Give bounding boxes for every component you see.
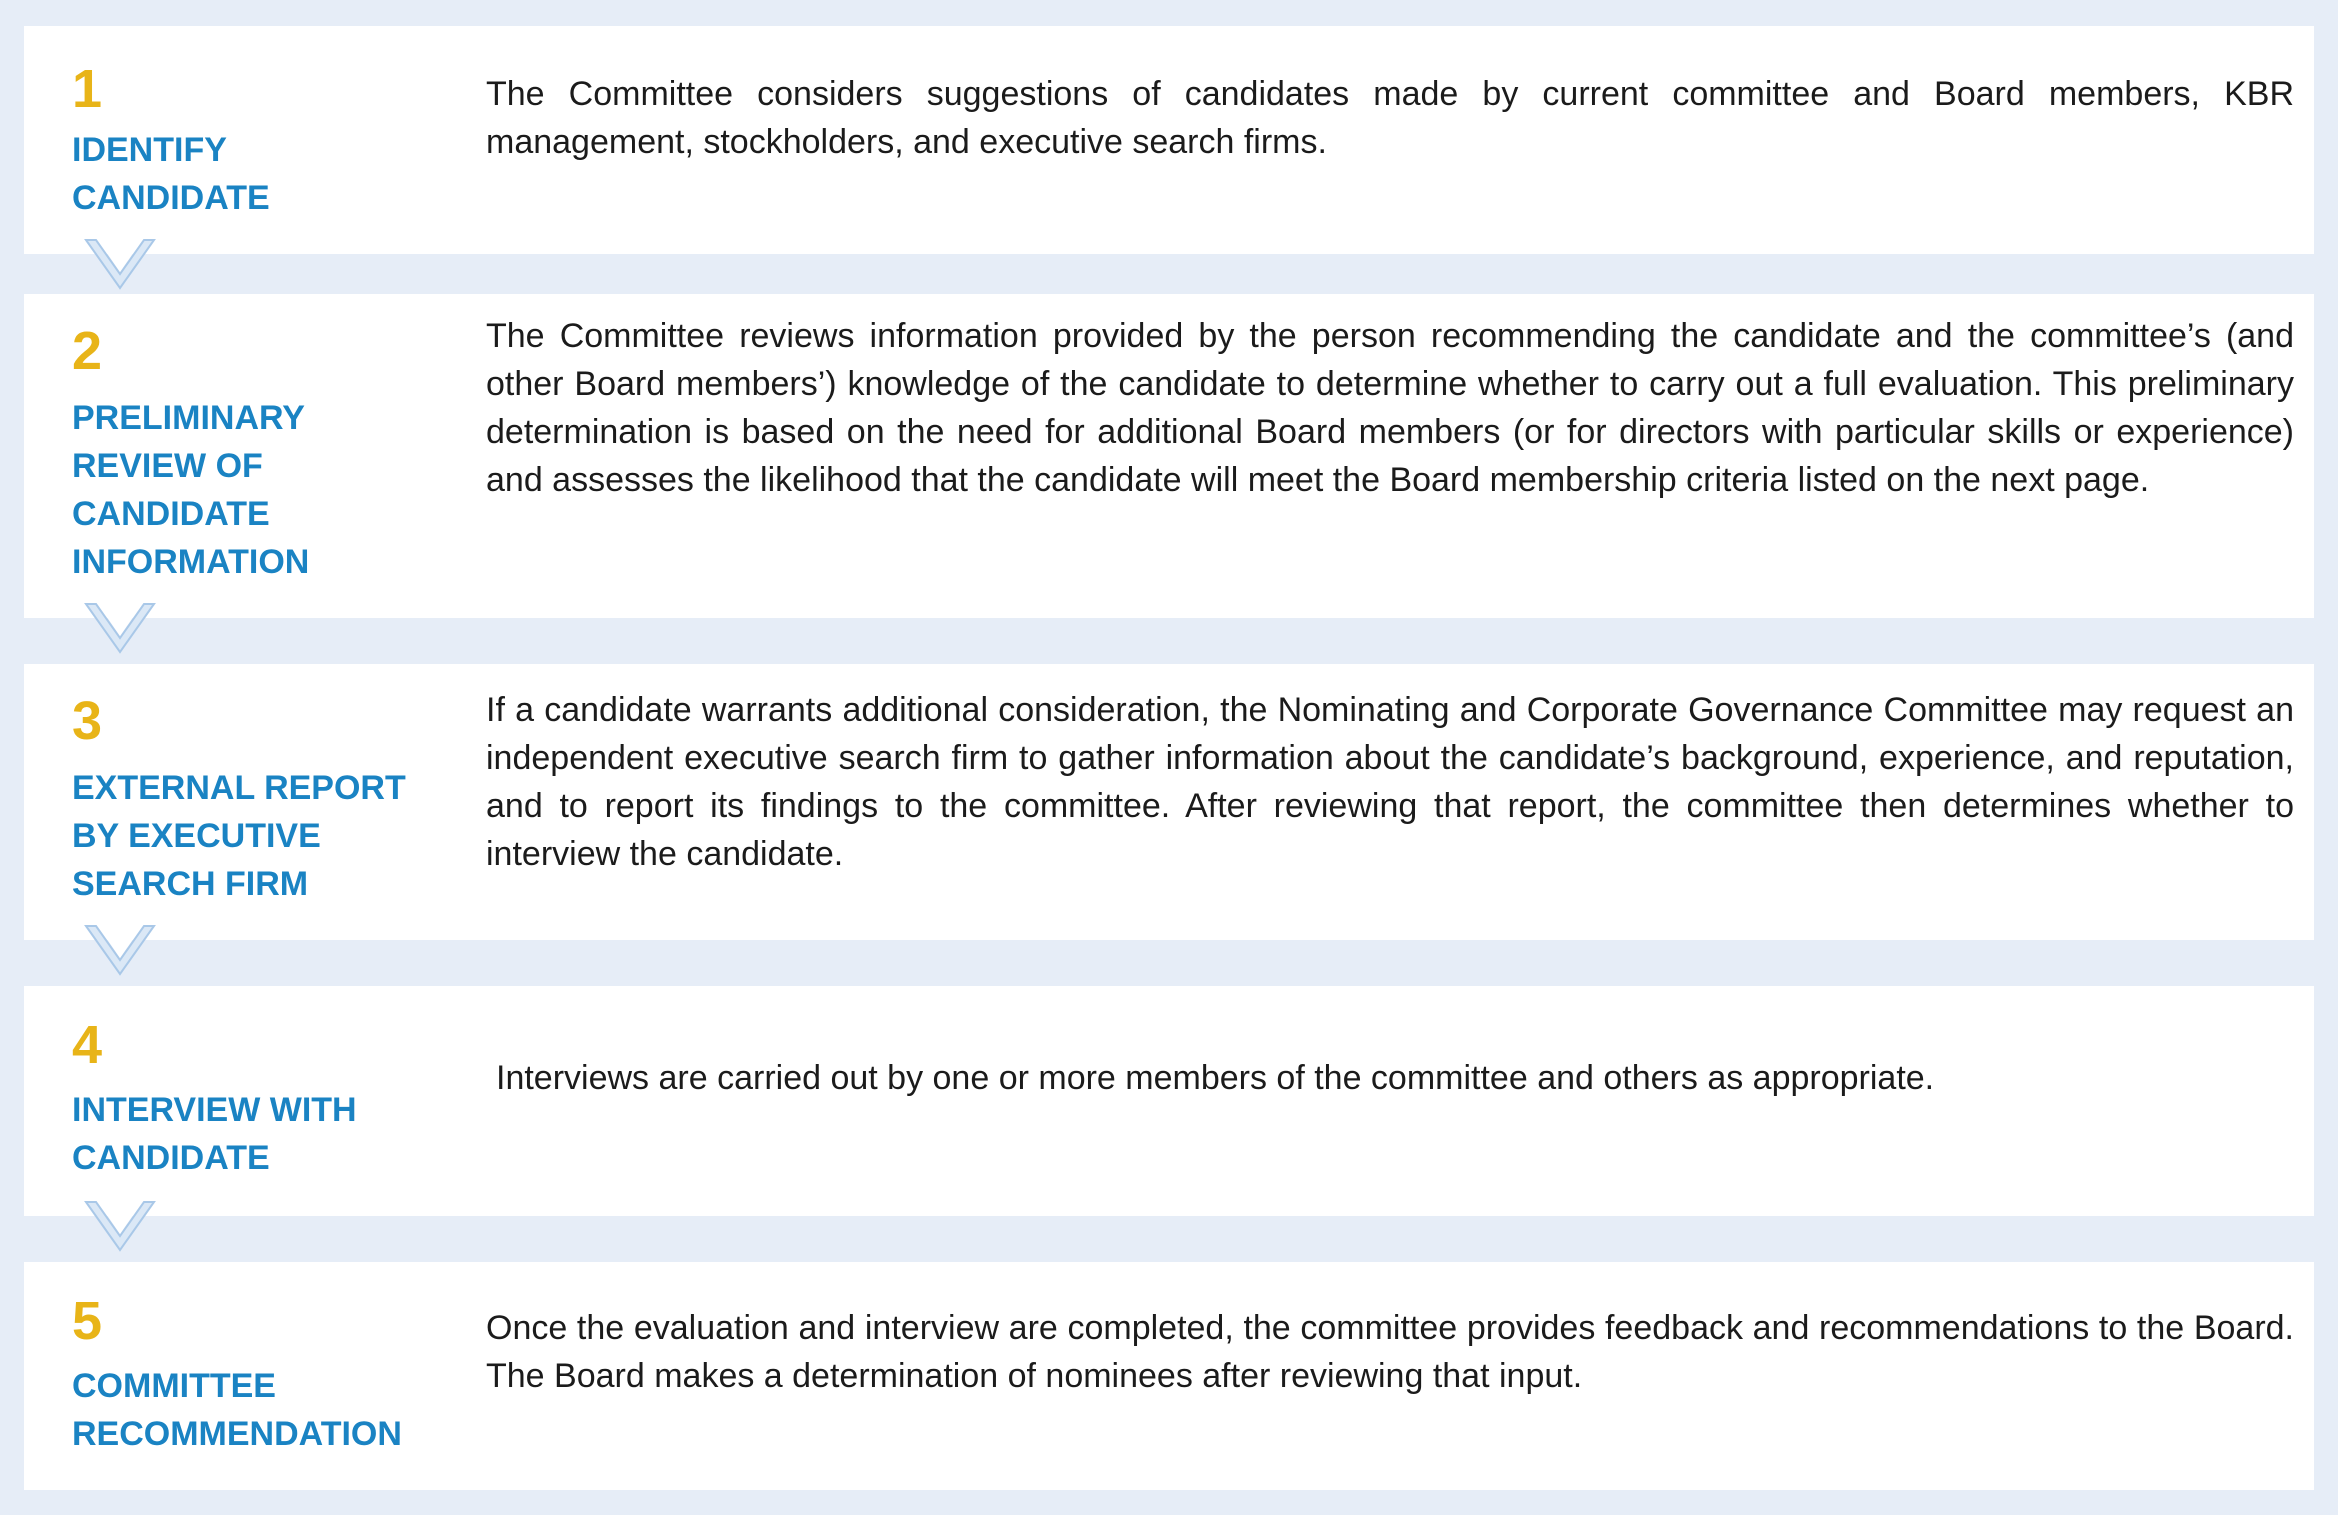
- step-title-line: REVIEW OF: [72, 447, 263, 485]
- chevron-down-icon: [84, 236, 156, 292]
- step-description: The Committee reviews information provided by the person recommending the candidate and the committee’s (and other Board members’) knowledge of the candidate to determine whether to carry out a full evaluation. This preliminary determination is based on the need for additional Board members (or for directors with particular skills or experience) and assesses the likelihood that the candidate will meet the Board membership criteria listed on the next page.: [486, 317, 2294, 499]
- step-description: The Committee considers suggestions of candidates made by current committee and Board members, KBR management, stockholders, and executive search firms.: [486, 75, 2294, 161]
- chevron-down-icon: [84, 600, 156, 656]
- step-title: [72, 1362, 402, 1458]
- step-description: Once the evaluation and interview are completed, the committee provides feedback and recommendations to the Board. The Board makes a determination of nominees after reviewing that input.: [486, 1309, 2294, 1395]
- step-card-1: [24, 26, 2314, 254]
- step-description: If a candidate warrants additional consideration, the Nominating and Corporate Governance Committee may request an independent executive search firm to gather information about the candidate’s background, experience, and reputation, and to report its findings to the committee. After reviewing that report, the committee then determines whether to interview the candidate.: [486, 691, 2294, 873]
- step-number: 1: [72, 59, 103, 119]
- step-title-line: COMMITTEE: [72, 1367, 276, 1405]
- step-title-line: IDENTIFY: [72, 131, 227, 169]
- chevron-down-icon: [84, 1198, 156, 1254]
- step-number: 2: [72, 321, 103, 381]
- step-title-line: PRELIMINARY: [72, 399, 305, 437]
- step-card-2: [24, 294, 2314, 618]
- step-card-4: [24, 986, 2314, 1216]
- step-card-5: [24, 1262, 2314, 1490]
- step-number: 4: [72, 1015, 103, 1075]
- step-title-line: INTERVIEW WITH: [72, 1091, 357, 1129]
- step-title-line: CANDIDATE: [72, 495, 270, 533]
- step-title: [72, 126, 270, 222]
- step-title-line: BY EXECUTIVE: [72, 817, 321, 855]
- step-title: [72, 394, 309, 586]
- step-number: 5: [72, 1291, 103, 1351]
- step-card-3: [24, 664, 2314, 940]
- chevron-down-icon: [84, 922, 156, 978]
- step-title: [72, 1086, 357, 1182]
- step-title-line: INFORMATION: [72, 543, 310, 581]
- step-number: 3: [72, 691, 103, 751]
- step-title-line: SEARCH FIRM: [72, 865, 309, 903]
- step-title-line: CANDIDATE: [72, 179, 270, 217]
- step-title-line: RECOMMENDATION: [72, 1415, 402, 1453]
- step-title: [72, 764, 406, 908]
- step-title-line: EXTERNAL REPORT: [72, 769, 406, 807]
- step-description: Interviews are carried out by one or more members of the committee and others as appropriate.: [496, 1059, 1935, 1097]
- step-title-line: CANDIDATE: [72, 1139, 270, 1177]
